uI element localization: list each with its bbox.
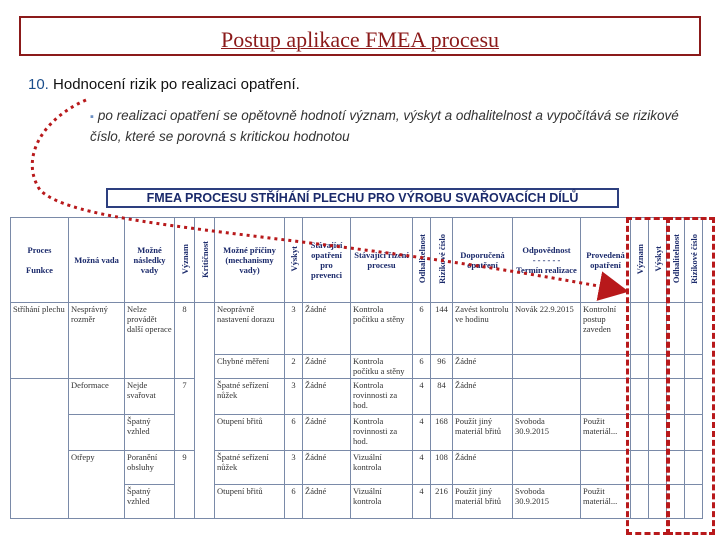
pricina-cell: Neoprávně nastavení dorazu [215,303,285,355]
header-kriticnost: Kritičnost [195,218,215,303]
header-mozne-priciny: Možné příčiny (mechanismy vady) [215,218,285,303]
rizeni-cell: Kontrola počítku a stěny [351,303,413,355]
odp-cell: Svoboda 30.9.2015 [513,415,581,451]
prevence-cell: Žádné [303,303,351,355]
vyskyt-cell: 3 [285,303,303,355]
vada-cell: Nesprávný rozměr [69,303,125,379]
vada-cell: Deformace [69,379,125,415]
odh-cell: 4 [413,415,431,451]
vyskyt-cell: 3 [285,451,303,485]
rizeni-cell: Kontrola rovinnosti za hod. [351,379,413,415]
rc-cell: 96 [431,355,453,379]
header-vyskyt: Výskyt [285,218,303,303]
odh-cell: 4 [413,379,431,415]
odh-cell: 4 [413,451,431,485]
proces-cell: Stříhání plechu [11,303,69,379]
odh-cell: 6 [413,355,431,379]
rc-cell: 168 [431,415,453,451]
rc-cell: 216 [431,485,453,519]
header-mozne-nasledky: Možné následky vady [125,218,175,303]
nasledky-cell: Špatný vzhled [125,485,175,519]
vyskyt-cell: 3 [285,379,303,415]
pricina-cell: Otupení břitů [215,485,285,519]
rizeni-cell: Vizuální kontrola [351,451,413,485]
nasledky-cell: Špatný vzhled [125,415,175,451]
header-rizikove-cislo: Rizikové číslo [431,218,453,303]
vada-cell: Otřepy [69,451,125,519]
header-provedena-opatreni: Provedená opatření [581,218,631,303]
header-proces: Proces Funkce [11,218,69,303]
rc-cell: 108 [431,451,453,485]
odh-cell: 6 [413,303,431,355]
dop-cell: Zavést kontrolu ve hodinu [453,303,513,355]
prevence-cell: Žádné [303,415,351,451]
header-odhalitelnost: Odhalitelnost [413,218,431,303]
rizeni-cell: Kontrola počítku a stěny [351,355,413,379]
vyznam-cell: 9 [175,451,195,519]
vyskyt-cell: 2 [285,355,303,379]
header-vyskyt-2: Výskyt [649,218,667,303]
prevence-cell: Žádné [303,379,351,415]
dop-cell: Žádné [453,355,513,379]
prevence-cell: Žádné [303,355,351,379]
dop-cell: Použít jiný materiál břitů [453,485,513,519]
odh-cell: 4 [413,485,431,519]
slide-title: Postup aplikace FMEA procesu [220,27,500,52]
prov-cell: Kontrolní postup zaveden [581,303,631,355]
nasledky-cell: Poranění obsluhy [125,451,175,485]
header-stavajici-rizeni: Stávající řízení procesu [351,218,413,303]
dop-cell: Žádné [453,379,513,415]
odp-cell: Svoboda 30.9.2015 [513,485,581,519]
nasledky-cell: Nejde svařovat [125,379,175,415]
rc-cell: 84 [431,379,453,415]
bullet-text: po realizaci opatření se opětovně hodnotí význam, výskyt a odhalitelnost a vypočítává se rizikové číslo, které se porovná s kritickou hodnotou [90,108,679,144]
header-rizikove-cislo-2: Rizikové číslo [685,218,703,303]
rc-cell: 144 [431,303,453,355]
dop-cell: Žádné [453,451,513,485]
vyznam-cell: 8 [175,303,195,379]
pricina-cell: Otupení břitů [215,415,285,451]
pricina-cell: Špatné seřízení nůžek [215,451,285,485]
vyznam-cell: 7 [175,379,195,451]
prov-cell: Použit materiál... [581,485,631,519]
vyskyt-cell: 6 [285,485,303,519]
header-odhalitelnost-2: Odhalitelnost [667,218,685,303]
heading-number: 10. [28,76,49,93]
prov-cell: Použit materiál... [581,415,631,451]
rizeni-cell: Kontrola rovinnosti za hod. [351,415,413,451]
odp-cell: Novák 22.9.2015 [513,303,581,355]
rizeni-cell: Vizuální kontrola [351,485,413,519]
header-odpovednost: Odpovědnost - - - - - - Termín realizace [513,218,581,303]
heading-text: Hodnocení rizik po realizaci opatření. [48,76,300,93]
bullet-square-icon: ▪ [90,111,94,123]
dop-cell: Použít jiný materiál břitů [453,415,513,451]
fmea-sheet-title: FMEA PROCESU STŘÍHÁNÍ PLECHU PRO VÝROBU SVAŘOVACÍCH DÍLŮ [106,188,619,208]
pricina-cell: Chybné měření [215,355,285,379]
pricina-cell: Špatné seřízení nůžek [215,379,285,415]
header-stavajici-opatreni: Stávající opatření pro prevenci [303,218,351,303]
vyskyt-cell: 6 [285,415,303,451]
prevence-cell: Žádné [303,485,351,519]
header-vyznam: Význam [175,218,195,303]
prevence-cell: Žádné [303,451,351,485]
nasledky-cell: Nelze provádět další operace [125,303,175,379]
header-doporucena-opatreni: Doporučená opatření [453,218,513,303]
header-vyznam-2: Význam [631,218,649,303]
header-mozna-vada: Možná vada [69,218,125,303]
